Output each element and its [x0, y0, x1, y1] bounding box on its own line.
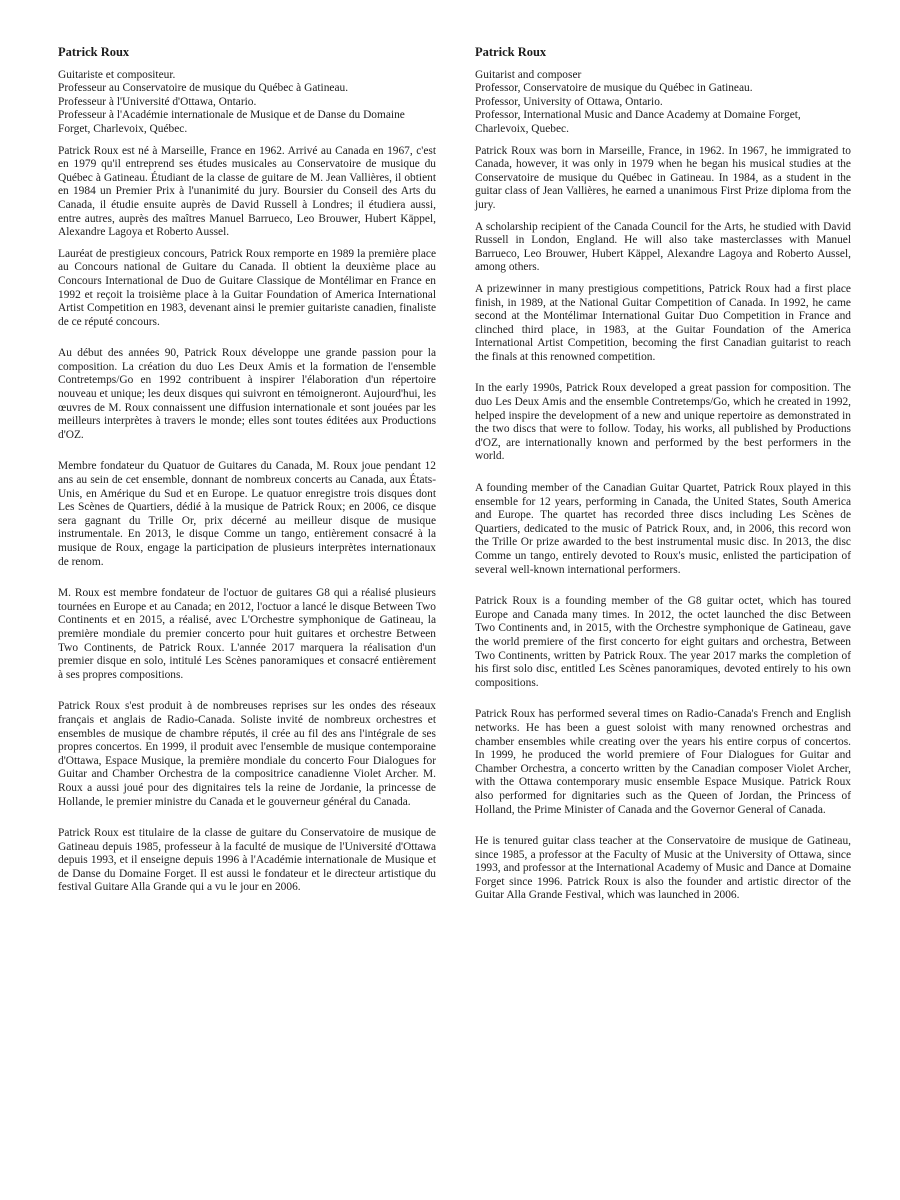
english-intro-line: Guitarist and composer [475, 68, 582, 81]
english-intro-line: Professor, Conservatoire de musique du Québec in Gatineau. [475, 82, 753, 95]
english-intro-line: Professor, International Music and Dance Academy at Domaine Forget, Charlevoix, Quebec. [475, 109, 801, 135]
english-paragraph-birth: Patrick Roux was born in Marseille, France, in 1962. In 1967, he immigrated to Canada, however, it was only in 1979 when he began his musical studies at the Conservatoire de musique du Québec in Gatineau. In 1984, as a student in the guitar class of Jean Vallières, he earned a unanimous First Prize diploma from the jury. [475, 144, 851, 211]
english-paragraph-composition: In the early 1990s, Patrick Roux developed a great passion for composition. The duo Les Deux Amis and the ensemble Contretemps/Go, which he created in 1992, helped inspire the development of a new and unique repertoire as demonstrated in the two discs that were to follow. Today, his works, all published by Productions d'OZ, are internationally known and performed by the best performers in the world. [475, 382, 851, 463]
french-paragraph-octet: M. Roux est membre fondateur de l'octuor de guitares G8 qui a réalisé plusieurs tournées en Europe et au Canada; en 2012, l'octuor a lancé le disque Between Two Continents et en 2015, a réalisé, avec L'Orchestre symphonique de Gatineau, la première mondiale du premier concerto pour huit guitares et orchestre Between Two Continents, de Patrick Roux. L'année 2017 marquera la réalisation d'un premier disque en solo, intitulé Les Scènes panoramiques et consacré entièrement à ses propres compositions. [58, 587, 436, 681]
french-paragraph-teaching: Patrick Roux est titulaire de la classe de guitare du Conservatoire de musique de Gatineau depuis 1985, professeur à la faculté de musique de l'Université d'Ottawa depuis 1993, et il enseigne depuis 1996 à l'Académie internationale de Musique et de Danse du Domaine Forget. Il est aussi le fondateur et le directeur artistique du festival Guitare Alla Grande qui a vu le jour en 2006. [58, 827, 436, 894]
english-paragraph-octet: Patrick Roux is a founding member of the G8 guitar octet, which has toured Europe and Canada many times. In 2012, the octet launched the disc Between Two Continents and, in 2015, with the Orchestre symphonique de Gatineau, gave the world premiere of the first concerto for eight guitars and orchestra, Between Two Continents, written by Patrick Roux. The year 2017 marks the completion of his first solo disc, entitled Les Scènes panoramiques, devoted entirely to his own compositions. [475, 595, 851, 689]
english-intro [475, 69, 851, 137]
french-paragraph-quartet: Membre fondateur du Quatuor de Guitares du Canada, M. Roux joue pendant 12 ans au sein de cet ensemble, donnant de nombreux concerts au Canada, aux États-Unis, en Amérique du Sud et en Europe. Le quatuor enregistre trois disques dont Les Scènes de Quartiers, dédié à la musique de Patrick Roux; en 2006, ce disque sera gagnant du Trille Or, prix décerné au meilleur disque de musique instrumentale. En 2013, le disque Comme un tango, entièrement consacré à la musique de Roux, engage la participation de plusieurs interprètes internationaux de renom. [58, 460, 436, 568]
french-intro [58, 69, 436, 137]
french-paragraph-birth: Patrick Roux est né à Marseille, France en 1962. Arrivé au Canada en 1967, c'est en 1979 qu'il entreprend ses études musicales au Conservatoire de musique du Québec à Gatineau. Étudiant de la classe de guitare de M. Jean Vallières, il obtient en 1984 un Premier Prix à l'unanimité du jury. Boursier du Conseil des Arts du Canada, il étudie ensuite auprès de David Russell à Londres; il étudiera aussi, entre autres, auprès des maîtres Manuel Barrueco, Leo Brouwer, Hubert Käppel, Alexandre Lagoya et Roberto Aussel. [58, 144, 436, 239]
french-paragraph-composition: Au début des années 90, Patrick Roux développe une grande passion pour la composition. La création du duo Les Deux Amis et la formation de l'ensemble Contretemps/Go en 1992 contribuent à inspirer l'élaboration d'un répertoire nouveau et unique; les deux disques qui suivront en témoigneront. Aujourd'hui, les œuvres de M. Roux connaissent une diffusion internationale et sont jouées par les meilleurs interprètes à travers le monde; elles sont toutes éditées aux Productions d'OZ. [58, 347, 436, 441]
english-name-heading: Patrick Roux [475, 45, 547, 59]
french-paragraph-competitions: Lauréat de prestigieux concours, Patrick Roux remporte en 1989 la première place au Concours national de Guitare du Canada. Il obtient la deuxième place au Concours International de Duo de Guitare Classique de Montélimar en France en 1992 et reçoit la troisième place à la Guitar Foundation of America International Artist Competition en 1983, devenant ainsi le premier guitariste canadien, finaliste de ce réputé concours. [58, 247, 436, 328]
french-paragraph-radio: Patrick Roux s'est produit à de nombreuses reprises sur les ondes des réseaux français et anglais de Radio-Canada. Soliste invité de nombreux orchestres et ensembles de musique de chambre réputés, il crée au fil des ans l'intégrale de ses propres concertos. En 1999, il produit avec l'ensemble de musique contemporaine d'Ottawa, Espace Musique, la première mondiale du concerto Four Dialogues for Guitar and Chamber Orchestra de la compositrice canadienne Violet Archer. M. Roux a aussi joué pour des dignitaires tels la reine de Jordanie, la princesse de Hollande, le premier ministre du Canada et le gouverneur général du Canada. [58, 700, 436, 808]
english-paragraph-quartet: A founding member of the Canadian Guitar Quartet, Patrick Roux played in this ensemble for 12 years, performing in Canada, the United States, South America and Europe. The quartet has recorded three discs including Les Scènes de Quartiers, dedicated to the music of Patrick Roux, and, in 2006, this record won the Trille Or prize awarded to the best instrumental music disc. In 2013, the disc Comme un tango, entirely devoted to Roux's music, enlisted the participation of several well-known international performers. [475, 482, 851, 576]
french-intro-line: Professeur à l'Académie internationale de Musique et de Danse du Domaine Forget, Charlevoix, Québec. [58, 109, 405, 135]
english-intro-line: Professor, University of Ottawa, Ontario. [475, 95, 663, 108]
english-paragraph-radio: Patrick Roux has performed several times on Radio-Canada's French and English networks. He has been a guest soloist with many renowned orchestras and chamber ensembles while creating over the years his entire corpus of concertos. In 1999, he produced the world premiere of Four Dialogues for Guitar and Chamber Orchestra, a concerto written by the Canadian composer Violet Archer, with the Ottawa contemporary music ensemble Espace Musique. Patrick Roux also performed for dignitaries such as the Queen of Jordan, the Princess of Holland, the Prime Minister of Canada and the Governor General of Canada. [475, 708, 851, 816]
english-paragraph-teaching: He is tenured guitar class teacher at the Conservatoire de musique de Gatineau, since 1985, a professor at the Faculty of Music at the University of Ottawa, since 1993, and professor at the International Academy of Music and Dance at Domaine Forget since 1996. Patrick Roux is also the founder and artistic director of the Guitar Alla Grande Festival, which was launched in 2006. [475, 835, 851, 902]
french-intro-line: Guitariste et compositeur. [58, 68, 176, 81]
english-column [475, 46, 851, 911]
english-paragraph-scholarship: A scholarship recipient of the Canada Council for the Arts, he studied with David Russell in London, England. He will also take masterclasses with Manuel Barrueco, Leo Brouwer, Hubert Käppel, Alexandre Lagoya and Roberto Aussel, among others. [475, 220, 851, 274]
english-paragraph-competitions: A prizewinner in many prestigious competitions, Patrick Roux had a first place finish, in 1989, at the National Guitar Competition of Canada. In 1992, he came second at the Montélimar International Guitar Duo Competition in France and clinched third place, in 1983, at the Guitar Foundation of the America International Artist Competition, becoming the first Canadian guitarist to reach the finals at this renowned competition. [475, 282, 851, 363]
french-column [58, 46, 436, 903]
french-intro-line: Professeur à l'Université d'Ottawa, Ontario. [58, 95, 257, 108]
french-intro-line: Professeur au Conservatoire de musique du Québec à Gatineau. [58, 82, 349, 95]
french-name-heading: Patrick Roux [58, 45, 130, 59]
